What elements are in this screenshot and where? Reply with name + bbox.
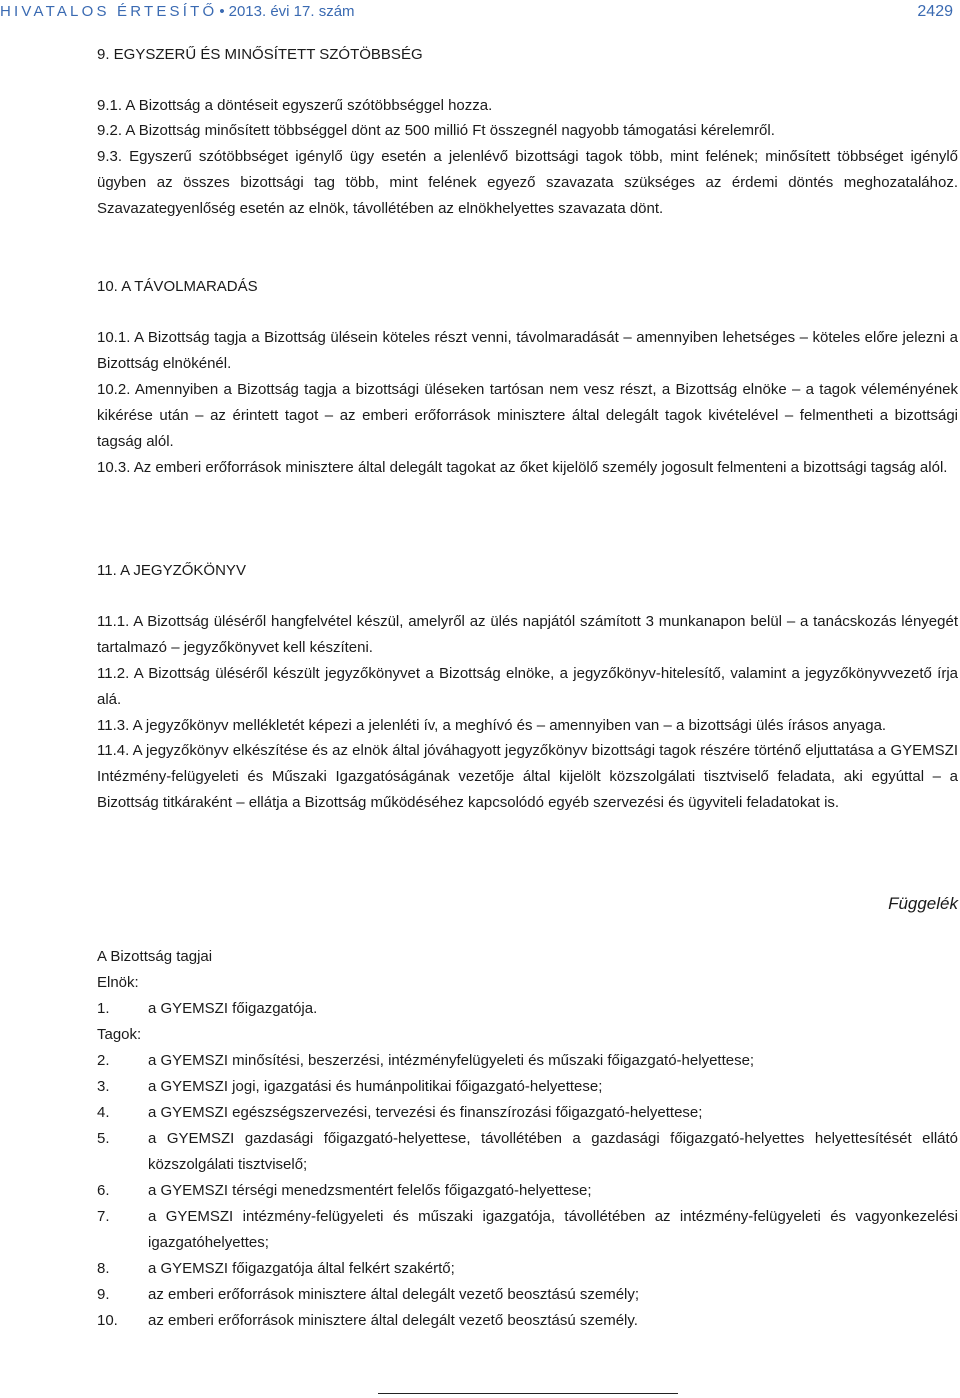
paragraph-10-1: 10.1. A Bizottság tagja a Bizottság ülésein köteles részt venni, távolmaradását – amennyiben lehetséges – köteles előre jelezni a Bizottság elnökénél.	[97, 329, 958, 372]
member-number: 2.	[97, 1052, 110, 1069]
member-number: 5.	[97, 1130, 110, 1147]
paragraph-11-2: 11.2. A Bizottság üléséről készült jegyzőkönyvet a Bizottság elnöke, a jegyzőkönyv-hitelesítő, valamint a jegyzőkönyvvezető írja alá.	[97, 665, 958, 708]
paragraph-11-1: 11.1. A Bizottság üléséről hangfelvétel készül, amelyről az ülés napjától számított 3 munkanapon belül – a tanácskozás lényegét tartalmazó – jegyzőkönyvet kell készíteni.	[97, 613, 958, 656]
paragraph-9-2: 9.2. A Bizottság minősített többséggel dönt az 500 millió Ft összegnél nagyobb támogatási kérelemről.	[97, 122, 775, 139]
journal-title-line	[0, 3, 355, 20]
member-number: 1.	[97, 1000, 110, 1017]
member-number: 8.	[97, 1260, 110, 1277]
member-number: 9.	[97, 1286, 110, 1303]
running-header	[0, 3, 960, 27]
member-number: 4.	[97, 1104, 110, 1121]
paragraph-9-3: 9.3. Egyszerű szótöbbséget igénylő ügy esetén a jelenlévő bizottsági tagok több, mint felének; minősített többséget igénylő ügyben az összes bizottsági tag több, mint felének egyező szavazata szükséges az érdemi döntés meghozatalához. Szavazategyenlőség esetén az elnök, távollétében az elnökhelyettes szavazata dönt.	[97, 148, 958, 217]
paragraph-9-1: 9.1. A Bizottság a döntéseit egyszerű szótöbbséggel hozza.	[97, 97, 493, 114]
member-item: a GYEMSZI főigazgatója által felkért szakértő;	[148, 1260, 455, 1277]
member-item: a GYEMSZI intézmény-felügyeleti és műszaki igazgatója, távollétében az intézmény-felügyeleti és vagyonkezelési igazgatóhelyettes;	[148, 1208, 958, 1251]
member-item: a GYEMSZI főigazgatója.	[148, 1000, 318, 1017]
footer-rule	[378, 1393, 678, 1394]
paragraph-11-4: 11.4. A jegyzőkönyv elkészítése és az elnök által jóváhagyott jegyzőkönyv bizottsági tagok részére történő eljuttatása a GYEMSZI Intézmény-felügyeleti és Műszaki Igazgatóságának vezetője által kijelölt közszolgálati tisztviselő feladata, aki egyúttal – a Bizottság titkáraként – ellátja a Bizottság működéséhez kapcsolódó egyéb szervezési és ügyviteli feladatokat is.	[97, 742, 958, 811]
section-10-heading: 10. A TÁVOLMARADÁS	[97, 278, 258, 295]
appendix-title: Függelék	[888, 894, 958, 913]
member-item: a GYEMSZI térségi menedzsmentért felelős főigazgató-helyettese;	[148, 1182, 592, 1199]
page-number: 2429	[917, 3, 953, 20]
member-number: 10.	[97, 1312, 118, 1329]
issue-info: 2013. évi 17. szám	[228, 3, 355, 20]
paragraph-10-3: 10.3. Az emberi erőforrások minisztere által delegált tagokat az őket kijelölő személy jogosult felmenteni a bizottsági tagság alól.	[97, 459, 948, 476]
paragraph-10-2: 10.2. Amennyiben a Bizottság tagja a bizottsági üléseken tartósan nem vesz részt, a Bizottság elnöke – a tagok véleményének kikérése után – az érintett tagot – az emberi erőforrások minisztere által delegált tagok kivételével – felmentheti a bizottsági tagság alól.	[97, 381, 958, 450]
member-item: az emberi erőforrások minisztere által delegált vezető beosztású személy.	[148, 1312, 638, 1329]
paragraph-11-3: 11.3. A jegyzőkönyv mellékletét képezi a jelenléti ív, a meghívó és – amennyiben van – a bizottsági ülés írásos anyaga.	[97, 717, 887, 734]
header-bullet: •	[219, 3, 225, 20]
member-item: a GYEMSZI jogi, igazgatási és humánpolitikai főigazgató-helyettese;	[148, 1078, 603, 1095]
member-item: a GYEMSZI minősítési, beszerzési, intézményfelügyeleti és műszaki főigazgató-helyettese;	[148, 1052, 755, 1069]
member-number: 3.	[97, 1078, 110, 1095]
member-item: a GYEMSZI egészségszervezési, tervezési és finanszírozási főigazgató-helyettese;	[148, 1104, 703, 1121]
journal-title: HIVATALOS ÉRTESÍTŐ	[0, 3, 218, 20]
chair-label: Elnök:	[97, 974, 139, 991]
members-heading: A Bizottság tagjai	[97, 948, 213, 965]
member-item: a GYEMSZI gazdasági főigazgató-helyettese, távollétében a gazdasági főigazgató-helyettes helyettesítését ellátó közszolgálati tisztviselő;	[148, 1130, 958, 1173]
section-9-heading: 9. EGYSZERŰ ÉS MINŐSÍTETT SZÓTÖBBSÉG	[97, 46, 423, 63]
members-label: Tagok:	[97, 1026, 142, 1043]
member-item: az emberi erőforrások minisztere által delegált vezető beosztású személy;	[148, 1286, 640, 1303]
member-number: 6.	[97, 1182, 110, 1199]
member-number: 7.	[97, 1208, 110, 1225]
section-11-heading: 11. A JEGYZŐKÖNYV	[97, 562, 246, 579]
